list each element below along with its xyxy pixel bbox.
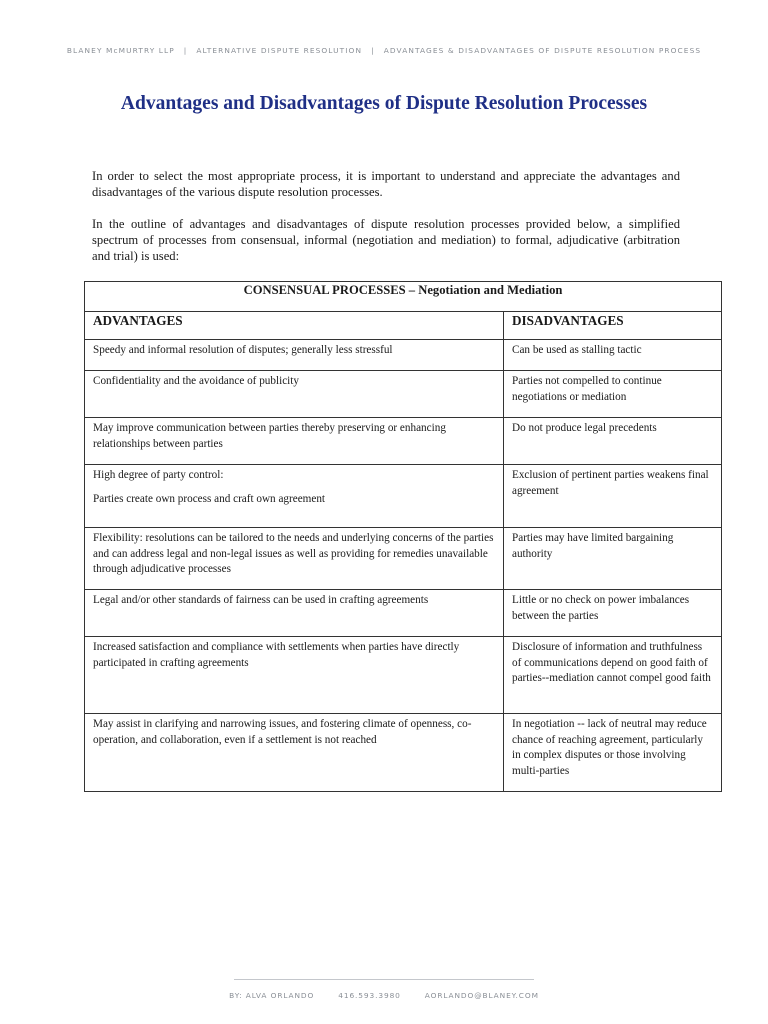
table-row <box>85 528 722 590</box>
header-separator: | <box>183 46 188 55</box>
table-header-row <box>85 312 722 340</box>
disadvantages-header: DISADVANTAGES <box>504 312 722 340</box>
advantages-header: ADVANTAGES <box>85 312 504 340</box>
disadvantage-cell: Do not produce legal precedents <box>504 418 722 465</box>
advantage-text: High degree of party control: <box>93 469 224 481</box>
advantage-cell: Legal and/or other standards of fairness can be used in crafting agreements <box>85 590 504 637</box>
advantage-cell <box>85 465 504 528</box>
disadvantage-cell: Can be used as stalling tactic <box>504 340 722 371</box>
advantage-cell: Confidentiality and the avoidance of publicity <box>85 371 504 418</box>
header-section: ALTERNATIVE DISPUTE RESOLUTION <box>196 46 363 55</box>
footer-author: BY: ALVA ORLANDO <box>229 991 315 1000</box>
disadvantage-cell: In negotiation -- lack of neutral may reduce chance of reaching agreement, particularly in complex disputes or those involving multi-parties <box>504 714 722 792</box>
advantage-detail-text: Parties create own process and craft own agreement <box>93 492 326 505</box>
advantage-cell: Speedy and informal resolution of disputes; generally less stressful <box>85 340 504 371</box>
table-row <box>85 371 722 418</box>
table-row <box>85 637 722 714</box>
advantage-cell: Flexibility: resolutions can be tailored to the needs and underlying concerns of the parties and can address legal and non-legal issues as well as providing for remedies unavailable through adjudicative processes <box>85 528 504 590</box>
footer-phone: 416.593.3980 <box>338 991 401 1000</box>
disadvantage-cell: Disclosure of information and truthfulness of communications depend on good faith of parties--mediation cannot compel good faith <box>504 637 722 714</box>
advantage-cell: May improve communication between parties thereby preserving or enhancing relationships between parties <box>85 418 504 465</box>
table-row <box>85 340 722 371</box>
table-caption: CONSENSUAL PROCESSES – Negotiation and Mediation <box>85 282 722 312</box>
header-firm: BLANEY McMURTRY LLP <box>66 46 175 55</box>
outline-paragraph: In the outline of advantages and disadvantages of dispute resolution processes provided below, a simplified spectrum of processes from consensual, informal (negotiation and mediation) to formal, adjudicative (arbitration and trial) is used: <box>92 217 680 263</box>
disadvantage-cell: Parties may have limited bargaining authority <box>504 528 722 590</box>
table-row <box>85 714 722 792</box>
advantage-cell: May assist in clarifying and narrowing issues, and fostering climate of openness, co-operation, and collaboration, even if a settlement is not reached <box>85 714 504 792</box>
table-caption-row <box>85 282 722 312</box>
advantage-cell: Increased satisfaction and compliance with settlements when parties have directly participated in crafting agreements <box>85 637 504 714</box>
comparison-table <box>84 281 722 792</box>
table-row <box>85 465 722 528</box>
header-separator: | <box>371 46 375 55</box>
running-footer <box>0 991 768 1000</box>
footer-divider <box>234 979 534 980</box>
intro-paragraph: In order to select the most appropriate process, it is important to understand and appreciate the advantages and disadvantages of the various dispute resolution processes. <box>92 169 680 199</box>
disadvantage-cell: Parties not compelled to continue negotiations or mediation <box>504 371 722 418</box>
footer-email: AORLANDO@BLANEY.COM <box>424 991 539 1000</box>
header-topic: ADVANTAGES & DISADVANTAGES OF DISPUTE RESOLUTION PROCESS <box>383 46 702 55</box>
page-title: Advantages and Disadvantages of Dispute Resolution Processes <box>120 93 648 114</box>
table-row <box>85 590 722 637</box>
table-row <box>85 418 722 465</box>
running-header <box>0 46 768 55</box>
disadvantage-cell: Exclusion of pertinent parties weakens final agreement <box>504 465 722 528</box>
disadvantage-cell: Little or no check on power imbalances between the parties <box>504 590 722 637</box>
